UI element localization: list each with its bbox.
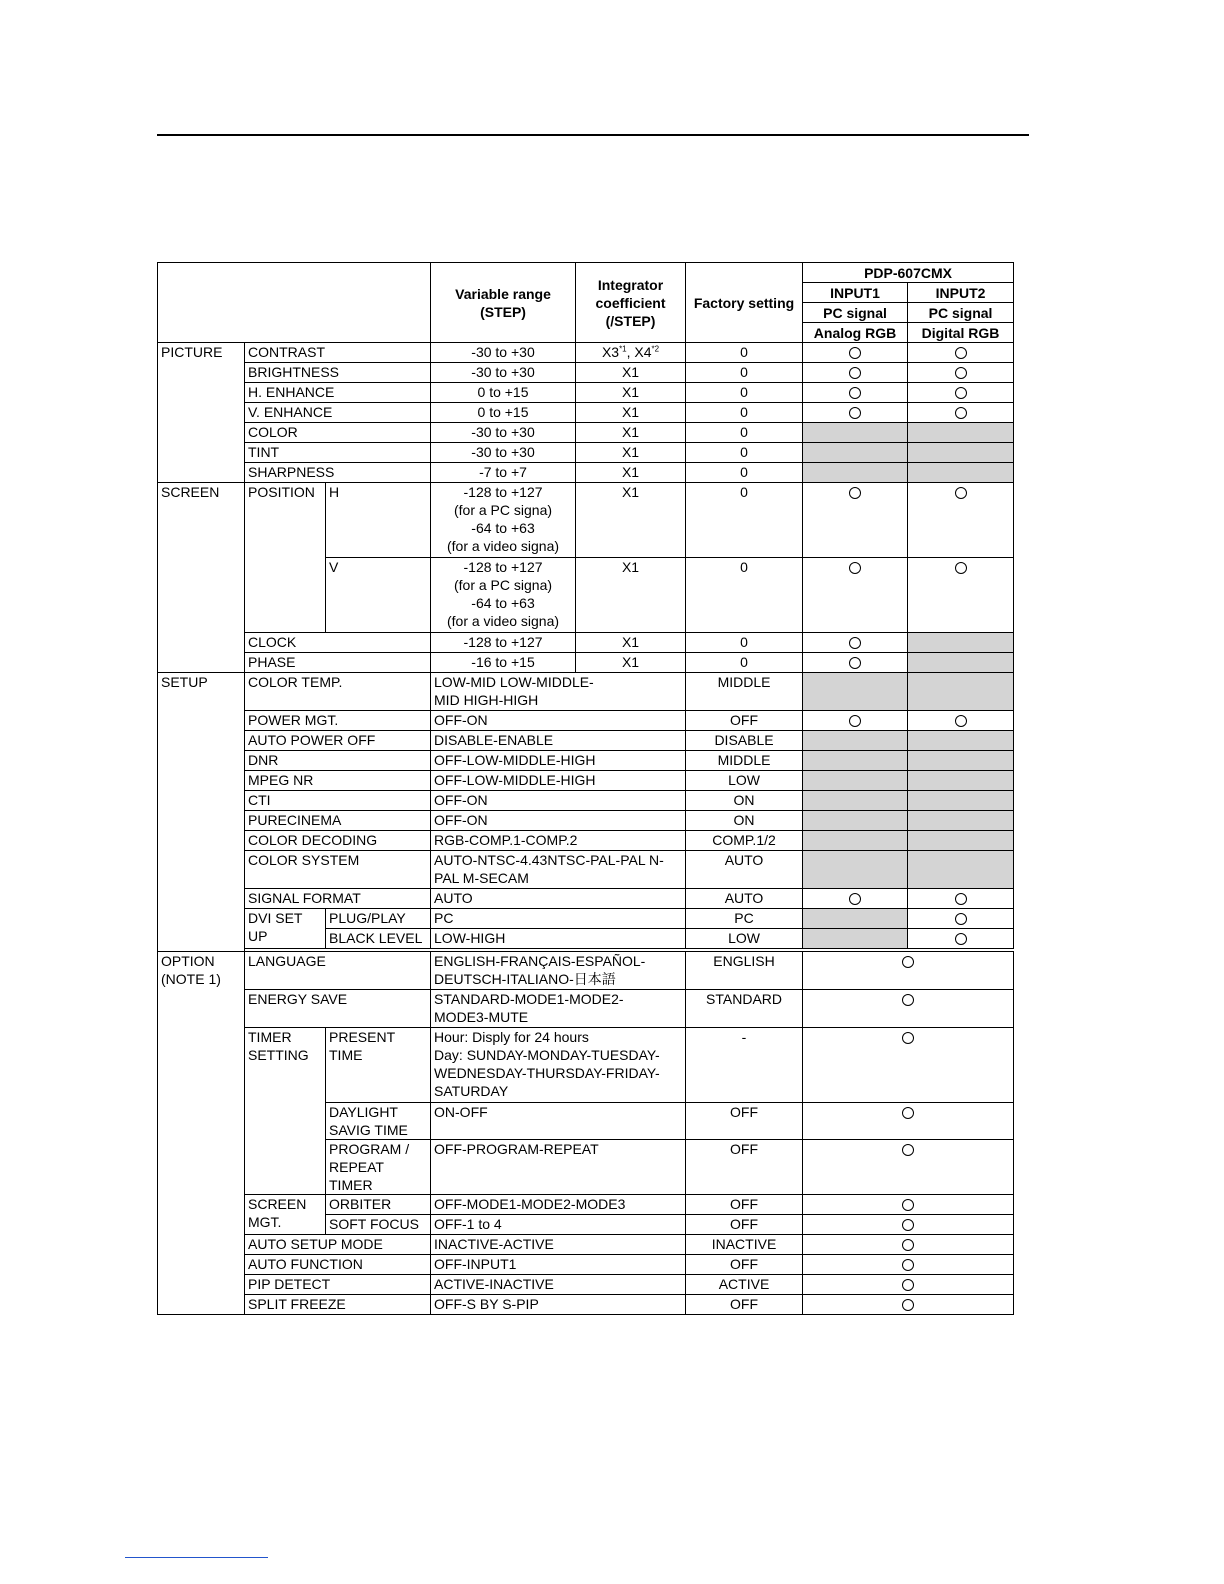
category-option: OPTION (NOTE 1) <box>158 952 245 1315</box>
input2-contrast <box>908 343 1014 363</box>
input1-clock <box>803 633 908 653</box>
factory-present-time: - <box>686 1028 803 1103</box>
available-circle-icon <box>902 1199 914 1211</box>
input-energy-save <box>803 990 1014 1028</box>
input2-sharpness-unavailable <box>908 463 1014 483</box>
range-dnr: OFF-LOW-MIDDLE-HIGH <box>431 751 686 771</box>
top-rule <box>157 134 1029 136</box>
input1-color-temp-unavailable <box>803 673 908 711</box>
coef-clock: X1 <box>576 633 686 653</box>
sub-daylight: DAYLIGHT SAVIG TIME <box>326 1103 431 1140</box>
factory-auto-power-off: DISABLE <box>686 731 803 751</box>
input1-h-enhance <box>803 383 908 403</box>
input2-auto-power-off-unavailable <box>908 731 1014 751</box>
header-digital-rgb: Digital RGB <box>908 323 1014 343</box>
coef-v-enhance: X1 <box>576 403 686 423</box>
input2-mpeg-nr-unavailable <box>908 771 1014 791</box>
sub-present-time: PRESENT TIME <box>326 1028 431 1103</box>
item-screen-mgt: SCREEN MGT. <box>245 1195 326 1235</box>
factory-brightness: 0 <box>686 363 803 383</box>
available-circle-icon <box>902 1239 914 1251</box>
item-tint: TINT <box>245 443 431 463</box>
coef-position-v: X1 <box>576 558 686 633</box>
category-screen: SCREEN <box>158 483 245 673</box>
coef-sharpness: X1 <box>576 463 686 483</box>
range-color-temp: LOW-MID LOW-MIDDLE- MID HIGH-HIGH <box>431 673 686 711</box>
input1-color-system-unavailable <box>803 851 908 889</box>
sub-soft-focus: SOFT FOCUS <box>326 1215 431 1235</box>
coef-position-h: X1 <box>576 483 686 558</box>
item-signal-format: SIGNAL FORMAT <box>245 889 431 909</box>
range-color: -30 to +30 <box>431 423 576 443</box>
input1-color-decoding-unavailable <box>803 831 908 851</box>
factory-phase: 0 <box>686 653 803 673</box>
item-clock: CLOCK <box>245 633 431 653</box>
input2-position-v <box>908 558 1014 633</box>
factory-black-level: LOW <box>686 929 803 949</box>
range-auto-power-off: DISABLE-ENABLE <box>431 731 686 751</box>
range-purecinema: OFF-ON <box>431 811 686 831</box>
factory-auto-setup-mode: INACTIVE <box>686 1235 803 1255</box>
item-v-enhance: V. ENHANCE <box>245 403 431 423</box>
factory-color-decoding: COMP.1/2 <box>686 831 803 851</box>
input-soft-focus <box>803 1215 1014 1235</box>
input1-dnr-unavailable <box>803 751 908 771</box>
sub-plug-play: PLUG/PLAY <box>326 909 431 929</box>
input1-color-unavailable <box>803 423 908 443</box>
item-brightness: BRIGHTNESS <box>245 363 431 383</box>
factory-dnr: MIDDLE <box>686 751 803 771</box>
header-pc-signal-1: PC signal <box>803 303 908 323</box>
input1-black-level-unavailable <box>803 929 908 949</box>
range-mpeg-nr: OFF-LOW-MIDDLE-HIGH <box>431 771 686 791</box>
factory-split-freeze: OFF <box>686 1295 803 1315</box>
factory-clock: 0 <box>686 633 803 653</box>
factory-tint: 0 <box>686 443 803 463</box>
item-position: POSITION <box>245 483 326 633</box>
range-soft-focus: OFF-1 to 4 <box>431 1215 686 1235</box>
range-clock: -128 to +127 <box>431 633 576 653</box>
available-circle-icon <box>955 407 967 419</box>
input2-black-level <box>908 929 1014 949</box>
coef-phase: X1 <box>576 653 686 673</box>
item-color-temp: COLOR TEMP. <box>245 673 431 711</box>
available-circle-icon <box>955 933 967 945</box>
input1-signal-format <box>803 889 908 909</box>
factory-sharpness: 0 <box>686 463 803 483</box>
coef-color: X1 <box>576 423 686 443</box>
range-power-mgt: OFF-ON <box>431 711 686 731</box>
available-circle-icon <box>849 637 861 649</box>
factory-color-system: AUTO <box>686 851 803 889</box>
available-circle-icon <box>849 562 861 574</box>
header-model: PDP-607CMX <box>803 263 1014 283</box>
factory-h-enhance: 0 <box>686 383 803 403</box>
item-h-enhance: H. ENHANCE <box>245 383 431 403</box>
factory-energy-save: STANDARD <box>686 990 803 1028</box>
input1-v-enhance <box>803 403 908 423</box>
range-plug-play: PC <box>431 909 686 929</box>
input2-h-enhance <box>908 383 1014 403</box>
header-factory-setting: Factory setting <box>686 263 803 343</box>
input2-dnr-unavailable <box>908 751 1014 771</box>
input-orbiter <box>803 1195 1014 1215</box>
range-daylight: ON-OFF <box>431 1103 686 1140</box>
item-purecinema: PURECINEMA <box>245 811 431 831</box>
available-circle-icon <box>849 367 861 379</box>
input1-cti-unavailable <box>803 791 908 811</box>
factory-color: 0 <box>686 423 803 443</box>
input2-tint-unavailable <box>908 443 1014 463</box>
available-circle-icon <box>902 1107 914 1119</box>
available-circle-icon <box>849 347 861 359</box>
item-power-mgt: POWER MGT. <box>245 711 431 731</box>
available-circle-icon <box>955 387 967 399</box>
available-circle-icon <box>849 715 861 727</box>
sub-orbiter: ORBITER <box>326 1195 431 1215</box>
range-black-level: LOW-HIGH <box>431 929 686 949</box>
input2-v-enhance <box>908 403 1014 423</box>
available-circle-icon <box>902 1259 914 1271</box>
available-circle-icon <box>902 956 914 968</box>
available-circle-icon <box>955 913 967 925</box>
input2-power-mgt <box>908 711 1014 731</box>
range-auto-setup-mode: INACTIVE-ACTIVE <box>431 1235 686 1255</box>
range-phase: -16 to +15 <box>431 653 576 673</box>
coef-brightness: X1 <box>576 363 686 383</box>
range-color-decoding: RGB-COMP.1-COMP.2 <box>431 831 686 851</box>
range-position-v: -128 to +127 (for a PC signa) -64 to +63 (for a video signa) <box>431 558 576 633</box>
header-blank <box>158 263 431 343</box>
header-pc-signal-2: PC signal <box>908 303 1014 323</box>
item-dnr: DNR <box>245 751 431 771</box>
category-setup: SETUP <box>158 673 245 952</box>
input-program-repeat <box>803 1140 1014 1195</box>
input1-mpeg-nr-unavailable <box>803 771 908 791</box>
factory-purecinema: ON <box>686 811 803 831</box>
input2-brightness <box>908 363 1014 383</box>
item-energy-save: ENERGY SAVE <box>245 990 431 1028</box>
range-program-repeat: OFF-PROGRAM-REPEAT <box>431 1140 686 1195</box>
sub-black-level: BLACK LEVEL <box>326 929 431 949</box>
factory-v-enhance: 0 <box>686 403 803 423</box>
range-energy-save: STANDARD-MODE1-MODE2- MODE3-MUTE <box>431 990 686 1028</box>
factory-cti: ON <box>686 791 803 811</box>
factory-color-temp: MIDDLE <box>686 673 803 711</box>
available-circle-icon <box>849 387 861 399</box>
factory-language: ENGLISH <box>686 952 803 990</box>
range-split-freeze: OFF-S BY S-PIP <box>431 1295 686 1315</box>
input2-signal-format <box>908 889 1014 909</box>
available-circle-icon <box>902 1299 914 1311</box>
item-language: LANGUAGE <box>245 952 431 990</box>
available-circle-icon <box>849 407 861 419</box>
input1-position-v <box>803 558 908 633</box>
range-orbiter: OFF-MODE1-MODE2-MODE3 <box>431 1195 686 1215</box>
available-circle-icon <box>902 1144 914 1156</box>
sub-position-h: H <box>326 483 431 558</box>
input1-tint-unavailable <box>803 443 908 463</box>
range-h-enhance: 0 to +15 <box>431 383 576 403</box>
range-position-h: -128 to +127 (for a PC signa) -64 to +63 (for a video signa) <box>431 483 576 558</box>
available-circle-icon <box>955 487 967 499</box>
range-signal-format: AUTO <box>431 889 686 909</box>
item-phase: PHASE <box>245 653 431 673</box>
input-language <box>803 952 1014 990</box>
factory-soft-focus: OFF <box>686 1215 803 1235</box>
range-language: ENGLISH-FRANÇAIS-ESPAÑOL- DEUTSCH-ITALIANO-日本語 <box>431 952 686 990</box>
factory-contrast: 0 <box>686 343 803 363</box>
input2-plug-play <box>908 909 1014 929</box>
input2-phase-unavailable <box>908 653 1014 673</box>
range-sharpness: -7 to +7 <box>431 463 576 483</box>
factory-daylight: OFF <box>686 1103 803 1140</box>
item-auto-setup-mode: AUTO SETUP MODE <box>245 1235 431 1255</box>
range-cti: OFF-ON <box>431 791 686 811</box>
header-input1: INPUT1 <box>803 283 908 303</box>
item-contrast: CONTRAST <box>245 343 431 363</box>
input-auto-setup-mode <box>803 1235 1014 1255</box>
input2-purecinema-unavailable <box>908 811 1014 831</box>
available-circle-icon <box>849 657 861 669</box>
sub-position-v: V <box>326 558 431 633</box>
input2-clock-unavailable <box>908 633 1014 653</box>
header-analog-rgb: Analog RGB <box>803 323 908 343</box>
input1-contrast <box>803 343 908 363</box>
header-variable-range: Variable range (STEP) <box>431 263 576 343</box>
input1-purecinema-unavailable <box>803 811 908 831</box>
range-brightness: -30 to +30 <box>431 363 576 383</box>
available-circle-icon <box>955 893 967 905</box>
factory-program-repeat: OFF <box>686 1140 803 1195</box>
range-auto-function: OFF-INPUT1 <box>431 1255 686 1275</box>
item-split-freeze: SPLIT FREEZE <box>245 1295 431 1315</box>
range-present-time: Hour: Disply for 24 hours Day: SUNDAY-MONDAY-TUESDAY- WEDNESDAY-THURSDAY-FRIDAY- SATURDAY <box>431 1028 686 1103</box>
available-circle-icon <box>955 347 967 359</box>
factory-power-mgt: OFF <box>686 711 803 731</box>
item-color: COLOR <box>245 423 431 443</box>
range-v-enhance: 0 to +15 <box>431 403 576 423</box>
coef-contrast: X3$^{*1}$, X4$^{*2}$ <box>576 343 686 363</box>
input1-sharpness-unavailable <box>803 463 908 483</box>
item-auto-power-off: AUTO POWER OFF <box>245 731 431 751</box>
header-integrator: Integrator coefficient (/STEP) <box>576 263 686 343</box>
input1-power-mgt <box>803 711 908 731</box>
range-contrast: -30 to +30 <box>431 343 576 363</box>
input2-cti-unavailable <box>908 791 1014 811</box>
input2-position-h <box>908 483 1014 558</box>
input2-color-system-unavailable <box>908 851 1014 889</box>
item-sharpness: SHARPNESS <box>245 463 431 483</box>
factory-auto-function: OFF <box>686 1255 803 1275</box>
range-color-system: AUTO-NTSC-4.43NTSC-PAL-PAL N- PAL M-SECAM <box>431 851 686 889</box>
factory-position-v: 0 <box>686 558 803 633</box>
available-circle-icon <box>849 487 861 499</box>
available-circle-icon <box>902 1279 914 1291</box>
item-auto-function: AUTO FUNCTION <box>245 1255 431 1275</box>
input-split-freeze <box>803 1295 1014 1315</box>
range-pip-detect: ACTIVE-INACTIVE <box>431 1275 686 1295</box>
item-mpeg-nr: MPEG NR <box>245 771 431 791</box>
input1-auto-power-off-unavailable <box>803 731 908 751</box>
input1-position-h <box>803 483 908 558</box>
available-circle-icon <box>955 367 967 379</box>
input-auto-function <box>803 1255 1014 1275</box>
available-circle-icon <box>902 1032 914 1044</box>
item-pip-detect: PIP DETECT <box>245 1275 431 1295</box>
input-present-time <box>803 1028 1014 1103</box>
factory-signal-format: AUTO <box>686 889 803 909</box>
adjustment-table <box>157 262 1014 1315</box>
input1-brightness <box>803 363 908 383</box>
input2-color-temp-unavailable <box>908 673 1014 711</box>
available-circle-icon <box>955 715 967 727</box>
item-dvi-set-up: DVI SET UP <box>245 909 326 949</box>
factory-position-h: 0 <box>686 483 803 558</box>
input-daylight <box>803 1103 1014 1140</box>
factory-mpeg-nr: LOW <box>686 771 803 791</box>
item-color-system: COLOR SYSTEM <box>245 851 431 889</box>
coef-tint: X1 <box>576 443 686 463</box>
available-circle-icon <box>849 893 861 905</box>
input1-plug-play-unavailable <box>803 909 908 929</box>
available-circle-icon <box>955 562 967 574</box>
sub-program-repeat: PROGRAM / REPEAT TIMER <box>326 1140 431 1195</box>
factory-pip-detect: ACTIVE <box>686 1275 803 1295</box>
category-picture: PICTURE <box>158 343 245 483</box>
coef-h-enhance: X1 <box>576 383 686 403</box>
range-tint: -30 to +30 <box>431 443 576 463</box>
available-circle-icon <box>902 1219 914 1231</box>
factory-orbiter: OFF <box>686 1195 803 1215</box>
input-pip-detect <box>803 1275 1014 1295</box>
available-circle-icon <box>902 994 914 1006</box>
item-cti: CTI <box>245 791 431 811</box>
bottom-rule <box>125 1557 268 1558</box>
item-color-decoding: COLOR DECODING <box>245 831 431 851</box>
input1-phase <box>803 653 908 673</box>
input2-color-unavailable <box>908 423 1014 443</box>
input2-color-decoding-unavailable <box>908 831 1014 851</box>
header-input2: INPUT2 <box>908 283 1014 303</box>
item-timer-setting: TIMER SETTING <box>245 1028 326 1195</box>
factory-plug-play: PC <box>686 909 803 929</box>
